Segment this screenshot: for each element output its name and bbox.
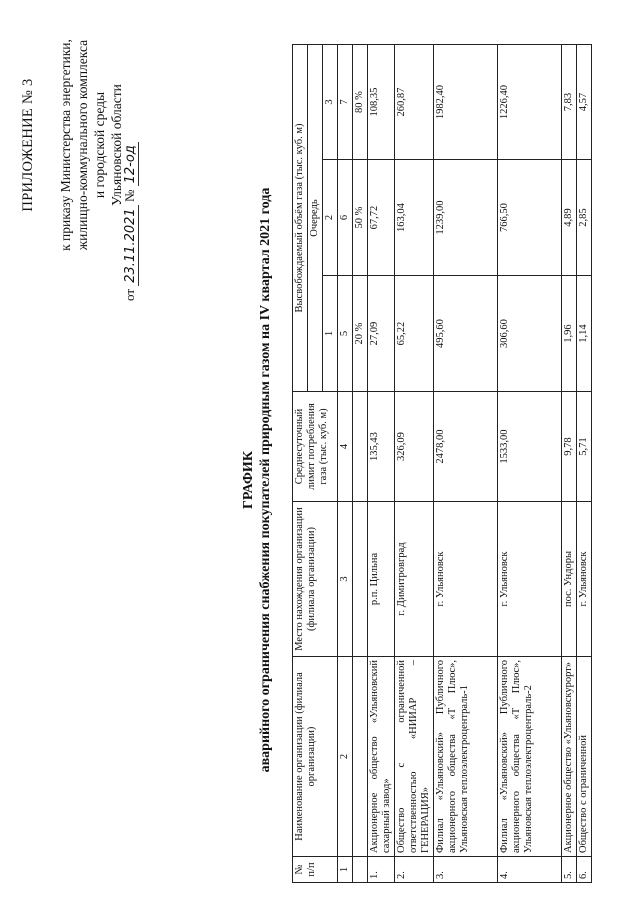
- appendix-title: ПРИЛОЖЕНИЕ № 3: [20, 78, 36, 212]
- org-name: Акционерное общество «Ульяновский сахарный завод»: [368, 657, 395, 857]
- daily-limit: 1533,00: [498, 392, 562, 502]
- header-num: № п/п: [293, 857, 338, 883]
- title-main: ГРАФИК: [241, 451, 256, 509]
- row-number: 5.: [562, 857, 577, 883]
- row-number: 3.: [434, 857, 498, 883]
- header-place: Место нахождения организации (филиала организации): [293, 502, 338, 657]
- index-cell: 5: [338, 276, 353, 392]
- handwritten-number: 12-од: [123, 142, 139, 186]
- org-name: Общество с ограниченной: [577, 657, 592, 857]
- queue-2-value: 766,50: [498, 160, 562, 276]
- queue-3-value: 1226,40: [498, 44, 562, 159]
- table-row: [577, 44, 592, 882]
- table-header-row: [293, 44, 308, 882]
- org-place: г. Димитровград: [395, 502, 434, 657]
- org-place: г. Ульяновск: [498, 502, 562, 657]
- date-prefix: от: [122, 288, 137, 301]
- column-index-row: [338, 44, 353, 882]
- gas-restriction-table: [292, 44, 592, 883]
- queue-1-value: 495,60: [434, 276, 498, 392]
- row-number: 4.: [498, 857, 562, 883]
- appendix-header: [20, 15, 125, 275]
- handwritten-date: 23.11.2021: [123, 205, 139, 285]
- daily-limit: 5,71: [577, 392, 592, 502]
- percent-cell: 80 %: [353, 44, 368, 159]
- queue-2-value: 4,89: [562, 160, 577, 276]
- org-place: пос. Ундоры: [562, 502, 577, 657]
- header-name: Наименование организации (филиала организации): [293, 657, 338, 857]
- header-limit: Среднесуточный лимит потребления газа (тыс. куб. м): [293, 392, 338, 502]
- org-name: Филиал «Ульяновский» Публичного акционерного общества «Т Плюс», Ульяновская теплоэлектроцентраль-1: [434, 657, 498, 857]
- org-place: р.п. Цильна: [368, 502, 395, 657]
- table-row: [368, 44, 395, 882]
- queue-3-value: 4,57: [577, 44, 592, 159]
- org-name: Общество с ограниченной ответственностью «НИИАР – ГЕНЕРАЦИЯ»: [395, 657, 434, 857]
- org-name: Акционерное общество «Ульяновскурорт»: [562, 657, 577, 857]
- queue-1-value: 1,96: [562, 276, 577, 392]
- percent-row: [353, 44, 368, 882]
- percent-cell: 20 %: [353, 276, 368, 392]
- index-cell: 1: [338, 857, 353, 883]
- org-place: г. Ульяновск: [577, 502, 592, 657]
- queue-2-value: 2,85: [577, 160, 592, 276]
- table-row: [562, 44, 577, 882]
- queue-1-value: 27,09: [368, 276, 395, 392]
- queue-3-value: 108,35: [368, 44, 395, 159]
- header-released: Высвобождаемый объём газа (тыс. куб. м): [293, 44, 308, 391]
- row-number: 1.: [368, 857, 395, 883]
- header-queue-1: 1: [323, 276, 338, 392]
- index-cell: 6: [338, 160, 353, 276]
- row-number: 2.: [395, 857, 434, 883]
- order-line-1: к приказу Министерства энергетики,: [58, 39, 73, 251]
- number-prefix: №: [122, 189, 137, 203]
- queue-2-value: 1239,00: [434, 160, 498, 276]
- org-place: г. Ульяновск: [434, 502, 498, 657]
- index-cell: 7: [338, 44, 353, 159]
- index-cell: 2: [338, 657, 353, 857]
- org-name: Филиал «Ульяновский» Публичного акционерного общества «Т Плюс», Ульяновская теплоэлектроцентраль-2: [498, 657, 562, 857]
- document-title: [240, 135, 274, 825]
- daily-limit: 2478,00: [434, 392, 498, 502]
- queue-2-value: 163,04: [395, 160, 434, 276]
- order-line-4: Ульяновской области: [109, 84, 124, 206]
- queue-1-value: 1,14: [577, 276, 592, 392]
- percent-cell: 50 %: [353, 160, 368, 276]
- order-line-3: и городской среды: [92, 91, 107, 199]
- queue-1-value: 306,60: [498, 276, 562, 392]
- index-cell: 3: [338, 502, 353, 657]
- daily-limit: 326,09: [395, 392, 434, 502]
- queue-3-value: 7,83: [562, 44, 577, 159]
- queue-3-value: 1982,40: [434, 44, 498, 159]
- daily-limit: 135,43: [368, 392, 395, 502]
- header-queue-2: 2: [323, 160, 338, 276]
- title-sub: аварийного ограничения снабжения покупателей природным газом на IV квартал 2021 года: [258, 187, 273, 773]
- table-row: [498, 44, 562, 882]
- queue-2-value: 67,72: [368, 160, 395, 276]
- order-date-line: [122, 1, 138, 301]
- header-queue-3: 3: [323, 44, 338, 159]
- index-cell: 4: [338, 392, 353, 502]
- queue-1-value: 65,22: [395, 276, 434, 392]
- header-queue: Очередь: [308, 44, 323, 391]
- daily-limit: 9,78: [562, 392, 577, 502]
- table-row: [395, 44, 434, 882]
- queue-3-value: 260,87: [395, 44, 434, 159]
- row-number: 6.: [577, 857, 592, 883]
- table-row: [434, 44, 498, 882]
- order-line-2: жилищно-коммунального комплекса: [75, 39, 90, 251]
